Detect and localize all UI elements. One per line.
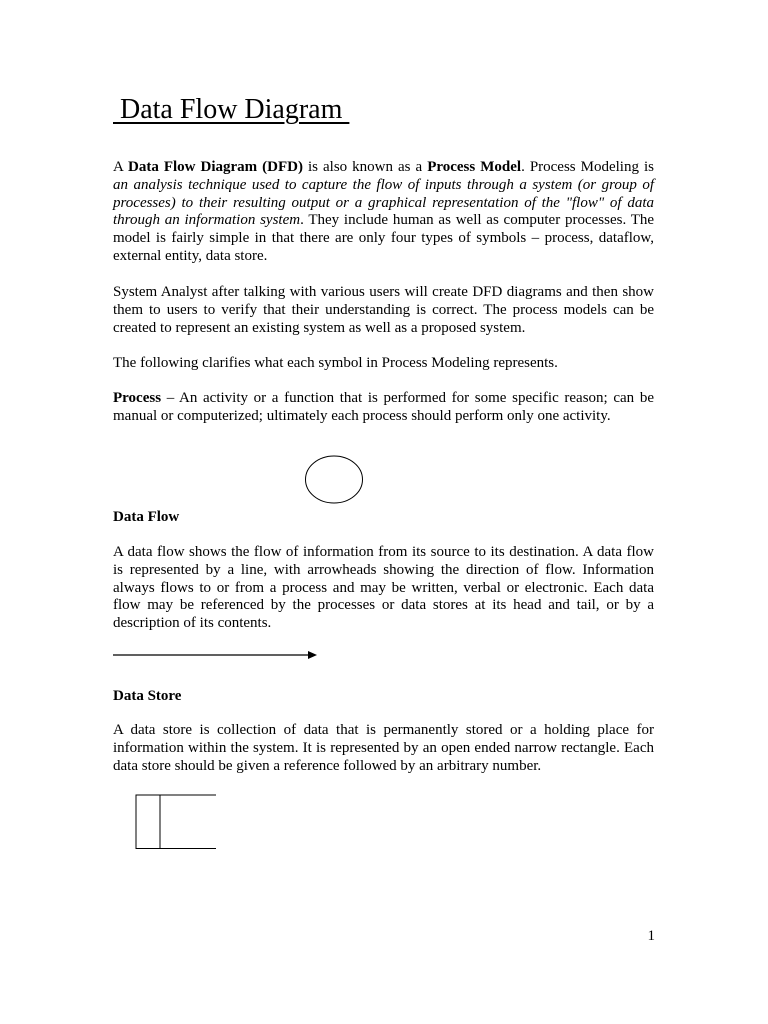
intro-term-dfd: Data Flow Diagram (DFD)	[128, 159, 303, 175]
intro-text-4: . They include human as well as computer processes. The model is fairly simple in that there are only four types of symbols – process, dataflow, external entity, data store.	[113, 212, 655, 264]
page-title: Data Flow Diagram	[113, 94, 350, 125]
data-flow-paragraph: A data flow shows the flow of information from its source to its destination. A data flow is represented by a line, with arrowheads showing the direction of flow. Information always flows to or from a process and may be written, verbal or electronic. Each data flow may be referenced by the processes or data stores at its head and tail, or by a description of its contents.	[113, 544, 654, 632]
intro-text-3: . Process Modeling is	[521, 159, 654, 175]
data-store-paragraph: A data store is collection of data that is permanently stored or a holding place for information within the system. It is represented by an open ended narrow rectangle. Each data store should be given a reference followed by an arbitrary number.	[113, 722, 654, 774]
process-symbol-circle	[304, 455, 364, 505]
intro-term-process-model: Process Model	[427, 159, 522, 175]
data-store-symbol	[135, 794, 217, 850]
data-flow-arrow	[112, 649, 320, 661]
analyst-paragraph: System Analyst after talking with various users will create DFD diagrams and then show them to users to verify that their understanding is correct. The process models can be created to represent an existing system as well as a proposed system.	[113, 284, 654, 336]
process-term: Process	[113, 390, 162, 406]
process-paragraph	[113, 390, 654, 426]
intro-definition: an analysis technique used to capture the flow of inputs through a system (or group of processes) to their resulting output or a graphical representation of the "flow" of data through an information system	[113, 176, 654, 229]
process-definition: – An activity or a function that is performed for some specific reason; can be manual or computerized; ultimately each process should perform only one activity.	[113, 390, 654, 424]
intro-text-2: is also known as a	[303, 159, 428, 175]
data-store-heading: Data Store	[113, 688, 182, 704]
page-number: 1	[647, 928, 655, 944]
intro-paragraph	[113, 159, 654, 266]
data-flow-heading: Data Flow	[113, 509, 180, 525]
clarifies-paragraph: The following clarifies what each symbol in Process Modeling represents.	[113, 355, 558, 371]
intro-text-1: A	[113, 159, 129, 175]
